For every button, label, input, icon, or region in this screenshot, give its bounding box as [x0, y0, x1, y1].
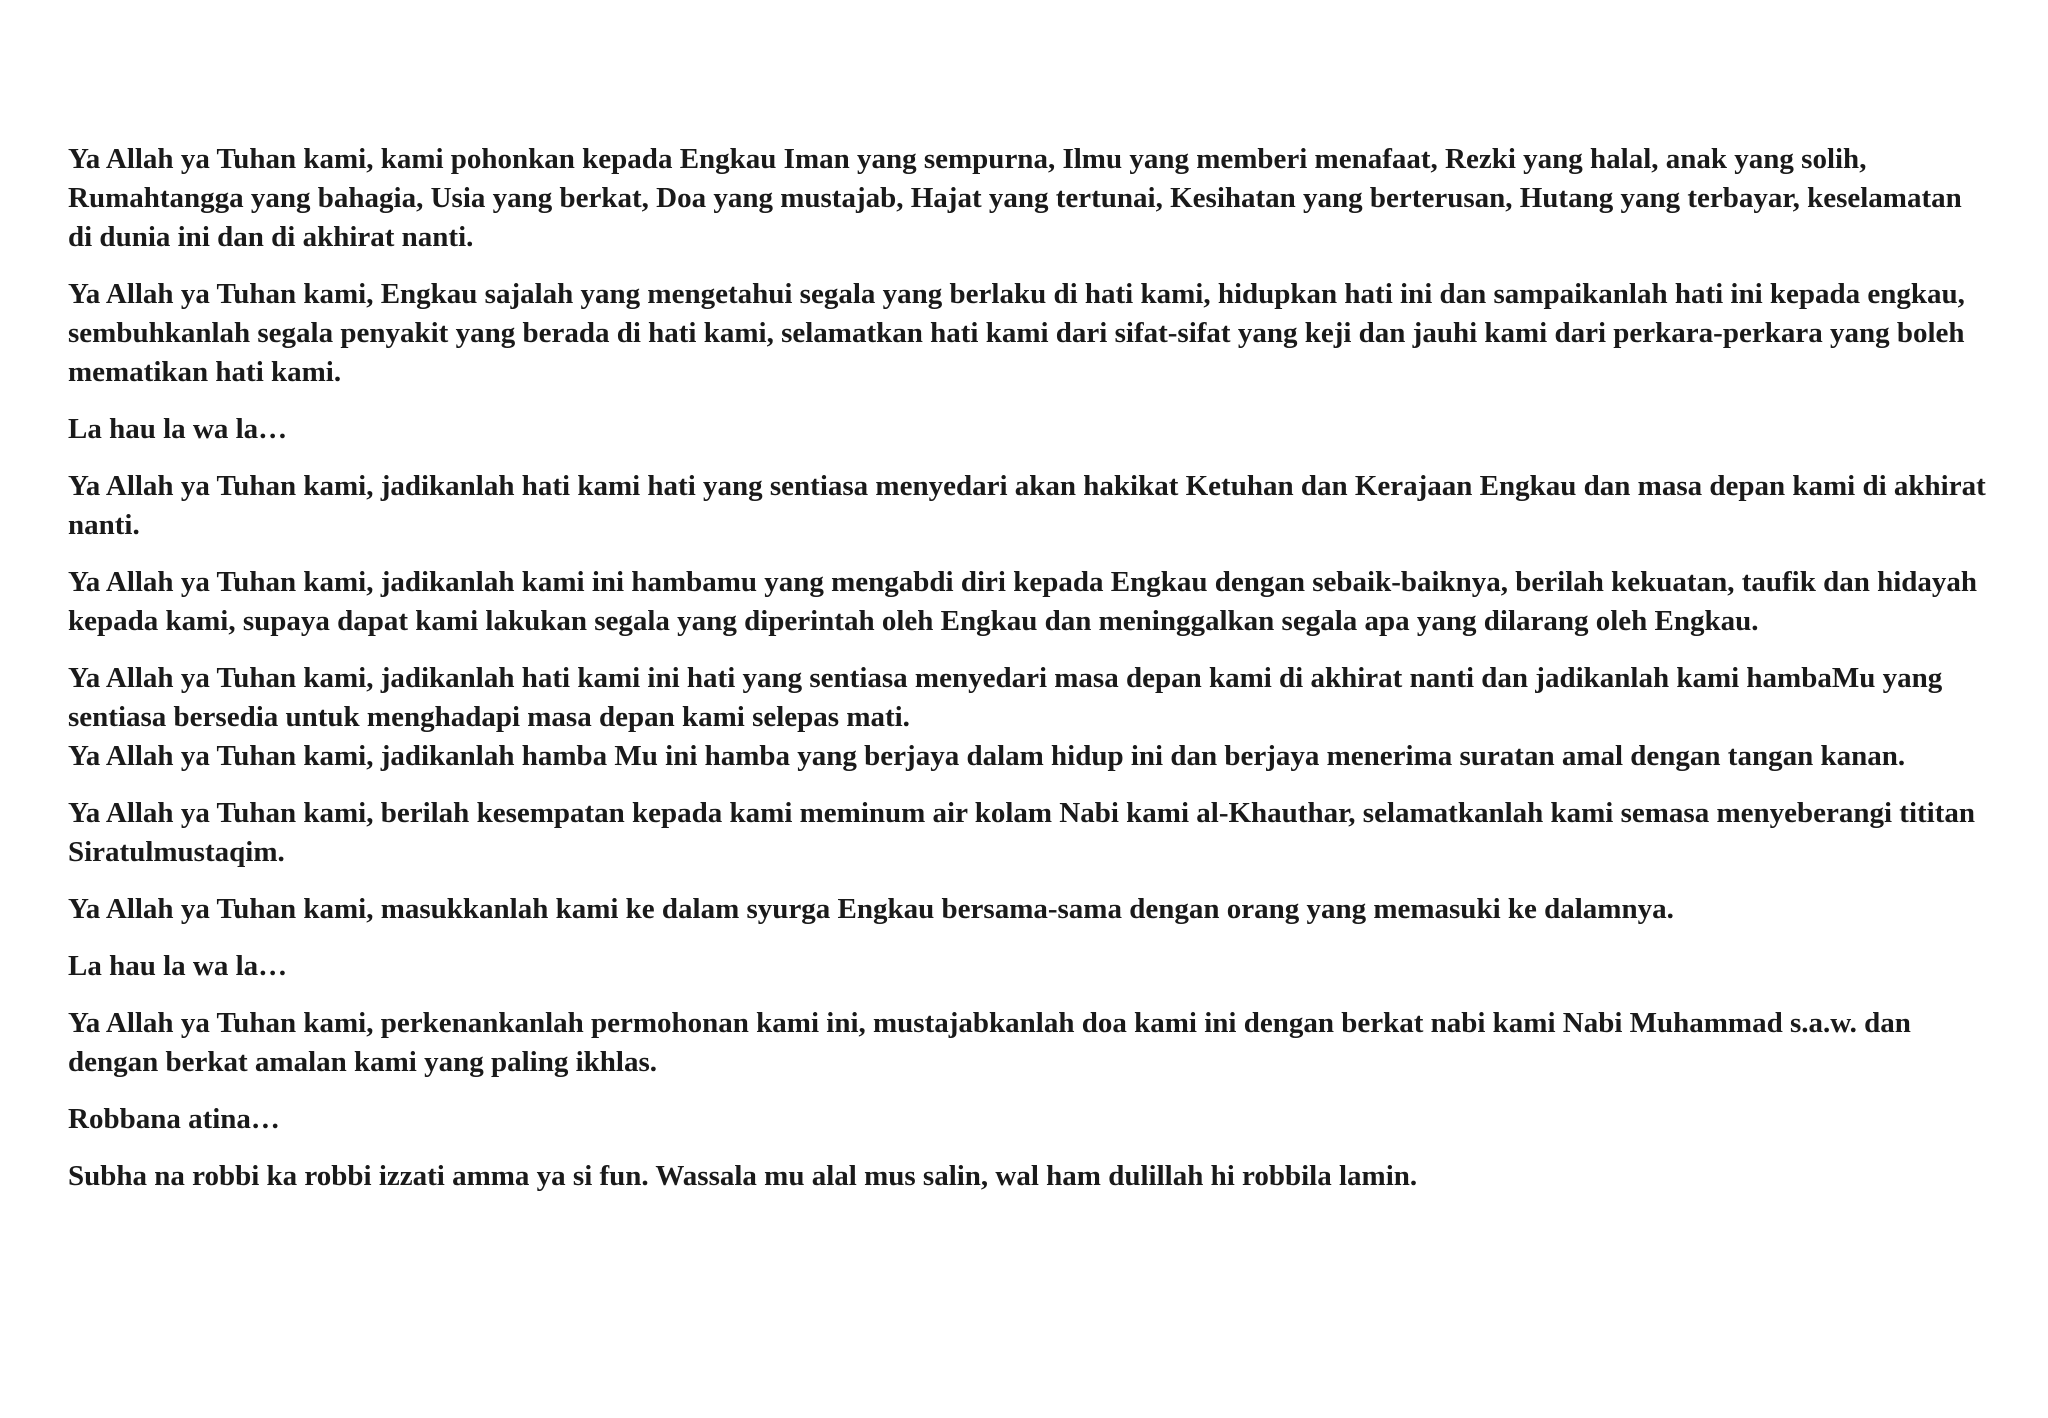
- paragraph-7: Ya Allah ya Tuhan kami, jadikanlah hamba Mu ini hamba yang berjaya dalam hidup ini dan berjaya menerima suratan amal dengan tangan kanan.: [68, 740, 1906, 772]
- paragraph-8: Ya Allah ya Tuhan kami, berilah kesempatan kepada kami meminum air kolam Nabi kami al-Khauthar, selamatkanlah kami semasa menyeberangi tititan Siratulmustaqim.: [68, 797, 1976, 868]
- document-body: [68, 140, 1988, 1214]
- paragraph-6: Ya Allah ya Tuhan kami, jadikanlah hati kami ini hati yang sentiasa menyedari masa depan kami di akhirat nanti dan jadikanlah kami hambaMu yang sentiasa bersedia untuk menghadapi masa depan kami selepas mati.: [68, 662, 1943, 733]
- paragraph-10: La hau la wa la…: [68, 950, 288, 982]
- paragraph-3: La hau la wa la…: [68, 413, 288, 445]
- paragraph-12: Robbana atina…: [68, 1103, 280, 1135]
- paragraph-1: Ya Allah ya Tuhan kami, kami pohonkan kepada Engkau Iman yang sempurna, Ilmu yang memberi menafaat, Rezki yang halal, anak yang solih, Rumahtangga yang bahagia, Usia yang berkat, Doa yang mustajab, Hajat yang tertunai, Kesihatan yang berterusan, Hutang yang terbayar, keselamatan di dunia ini dan di akhirat nanti.: [68, 143, 1962, 253]
- paragraph-13: Subha na robbi ka robbi izzati amma ya si fun. Wassala mu alal mus salin, wal ham dulillah hi robbila lamin.: [68, 1160, 1418, 1192]
- paragraph-5: Ya Allah ya Tuhan kami, jadikanlah kami ini hambamu yang mengabdi diri kepada Engkau dengan sebaik-baiknya, berilah kekuatan, taufik dan hidayah kepada kami, supaya dapat kami lakukan segala yang diperintah oleh Engkau dan meninggalkan segala apa yang dilarang oleh Engkau.: [68, 566, 1978, 637]
- paragraph-11: Ya Allah ya Tuhan kami, perkenankanlah permohonan kami ini, mustajabkanlah doa kami ini dengan berkat nabi kami Nabi Muhammad s.a.w. dan dengan berkat amalan kami yang paling ikhlas.: [68, 1007, 1911, 1078]
- paragraph-9: Ya Allah ya Tuhan kami, masukkanlah kami ke dalam syurga Engkau bersama-sama dengan orang yang memasuki ke dalamnya.: [68, 893, 1674, 925]
- paragraph-4: Ya Allah ya Tuhan kami, jadikanlah hati kami hati yang sentiasa menyedari akan hakikat Ketuhan dan Kerajaan Engkau dan masa depan kami di akhirat nanti.: [68, 470, 1986, 541]
- paragraph-2: Ya Allah ya Tuhan kami, Engkau sajalah yang mengetahui segala yang berlaku di hati kami, hidupkan hati ini dan sampaikanlah hati ini kepada engkau, sembuhkanlah segala penyakit yang berada di hati kami, selamatkan hati kami dari sifat-sifat yang keji dan jauhi kami dari perkara-perkara yang boleh mematikan hati kami.: [68, 278, 1965, 388]
